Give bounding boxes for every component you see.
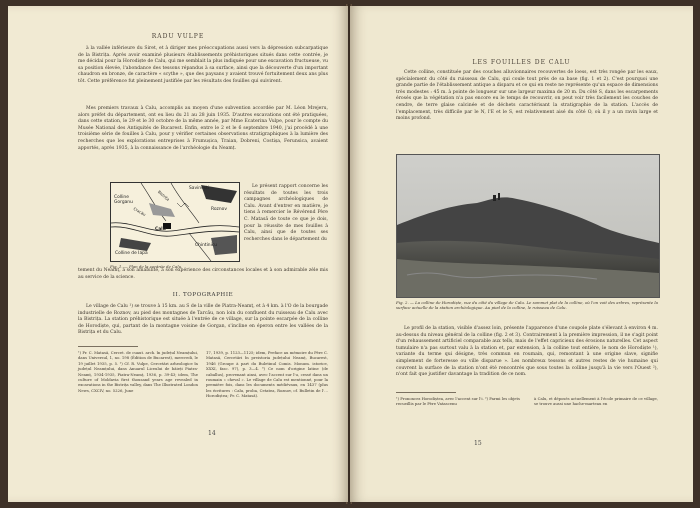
map-label-calu: Calu: [155, 227, 166, 232]
map-label-cracau: Cracău: [132, 205, 147, 218]
paragraph-profile: [396, 326, 658, 379]
section-heading: II. TOPOGRAPHIE: [172, 292, 234, 298]
page-number-left: 14: [208, 430, 216, 437]
footnote-rule-right: [396, 392, 456, 393]
right-page: [350, 6, 693, 502]
map-label-gorganu: Colline Gorganu: [114, 195, 133, 205]
paragraph-profile-text: Le profil de la station, visible d'assez loin, présente l'apparence d'une coupole plate s'élevant à environ 4 m. au-dessus du niveau général de la colline (fig. 2 et 3). Contrairement à la première impression, il ne s'agit point d'un rehaussement artificiel comparable aux tells, mais de l'effet capricieux des érosions naturelles. Cet aspect tumulaire n'a pas surtout valu à la station et, par extension, à la colline tout entière, le nom de Horodiște ¹), variante du terme qui désigne, très commun en roumain, qui, remontant à une origine slave, signifie simplement de forteresse ou ville disparue ». Les nombreux tessons et autres restes de vie humaine qui couvrent la surface de la station n'ont été rencontrés que sous toutes la colline jusqu'à la vie vers l'Ouest ²), n'ont fait que justifier davantage la tradition de ce nom.: [396, 326, 658, 378]
paragraph-closing-text: tement du Neamț, à son amabilité, à son expérience des circonstances locales et à son admirable zèle mis au service de la science.: [78, 268, 328, 280]
paragraph-intro: [78, 46, 328, 86]
paragraph-intro-text: à la vallée inférieure du Siret, et à diriger mes préoccupations aussi vers la dépression subcarpatique de la Bistrița. Après avoir examiné plusieurs établissements préhistoriques situés dans cette contrée, je me décidai pour la Horodiște de Calu, qui me semblait la plus indiquée pour une excavation fructueuse, vu sa position élevée, l'abondance des tessons répandus à sa surface, ainsi que la découverte d'un important chaudron en bronze, de caractère « scythe », que des paysans y avaient trouvé fortuitement deux ans plus tôt. Cette préférence fut pleinement justifiée par les résultats des fouilles qui suivirent.: [78, 46, 328, 84]
map-figure: [110, 182, 240, 262]
hill-photo-image: [397, 155, 659, 297]
paragraph-topography: [78, 304, 328, 337]
hill-photograph: [396, 154, 660, 298]
footnotes-left-col1-text: ¹) Pr. C. Matasă, Cercet. de cuaut. arch. în județul Neamțului, dans Universul, 1, no. 198 (Édition de Bucarest), mercredi, le 19 juillet 1935, p. 5. ²) Cf. R. Vulpe, Cercetări arheologice în județul Neamțului, dans Anuarul Liceului de băieți Piatra-Neamț, 1934-1935, Piatra-Neamț, 1936, p. 39-43; idem, The culture of Moldavia first thousand years age revealed in excavations in the Bistrița valley, dans The Illustrated London News, CXCIV, no. 5226, June: [78, 350, 198, 393]
paragraph-side-text: Le présent rapport concerne les résultats de toutes les trois campagnes archéologiques de Calu. Avant d'entrer en matière, je tiens à remercier le Révérend Père C. Matasă de toute ce que je dois, pour la réussite de mes fouilles à Calu, ainsi que de toutes ses recherches dans le département du: [244, 184, 328, 242]
paragraph-side: [244, 184, 328, 243]
paragraph-closing: [78, 268, 328, 281]
paragraph-campaigns-text: Mes premiers travaux à Calu, accomplis au moyen d'une subvention accordée par M. Léon Mrejeru, alors préfet du département, ont eu lieu du 21 au 28 juin 1935. D'autres excavations ont été pratiquées, dans cette station, le 29 et le 30 octobre de la même année, par Mme Ecaterina Vulpe, pour le compte du Musée National des Antiquités de Bucarest. Enfin, entre le 2 et le 6 septembre 1940, j'ai procédé à une troisième série de fouilles à Calu, pour y vérifier certaines observations stratigraphiques à la lumière des recherches que les explorations entreprises à Frumușica, Traian, Dobreni, Costișa, Ferunsica, avaient apportés, après 1935, à la connaissance de l'archéologie du Neamț.: [78, 106, 328, 151]
footnote-rule-left: [78, 346, 138, 347]
map-label-savinesti: Savinești: [189, 186, 210, 191]
paragraph-campaigns: [78, 106, 328, 152]
footnotes-left-col2-text: 17, 1939, p. 1123—1125; idem, Preface au mémoire du Père C. Matasă, Cercetări în preistoria județului Neamț, Bucarest, 1946 (Groupe à part du Buletinul Comis. Monum. istorice, XXXI, fasc. 97), p. 3—4. ³) Ce nom d'origine latine (de caballus), provenant ainsi, avec l'accent sur l'u, cessé dans un roumain « cheval ». Le village de Calu est mentionné, pour la première fois, dans les documents médiévaux, en 1437 (plus les écritures : Calu, proba, Cetatea, Roznov, cf. Bulletin de l'… Horodiștea; Pr. C. Matasă).: [206, 350, 328, 399]
photo-caption: Fig. 2. — La colline de Horodiște, vue du côté du village de Calu. Le sommet plat de la colline, où l'on voit des arbres, représente la surface actuelle de la station archéologique. Au pied de la colline, le ruisseau de Calu.: [396, 300, 658, 311]
footnotes-left-col2: [206, 350, 328, 399]
footnotes-right-col1-text: ¹) Prononcez Horodiștea, avec l'accent sur l'i. ²) Parmi les objets recueillis par le Père Vatascenu: [396, 396, 520, 407]
footnotes-right-col2-text: à Calu, et déposés actuellement à l'école primaire de ce village, se trouve aussi une hache-marteau en: [534, 396, 658, 407]
map-label-iapa: Colline de Iapa: [115, 251, 148, 256]
paragraph-topography-text: Le village de Calu ¹) se trouve à 15 km. au S de la ville de Piatra-Neamț, et à 4 km. à l'O de la bourgade industrielle de Roznov, au pied des montagnes de Tarcău, non loin du confluent du ruisseau de Calu avec la Bistrița. La station préhistorique est située à l'entrée de ce village, sur la pointe escarpée de la colline de Horodiște, qui, partant de la montagne voisine de Gorgan, s'incline en éperon entre les vallées de la Bistrița et du Calu.: [78, 304, 328, 336]
running-head-right: LES FOUILLES DE CALU: [472, 59, 571, 66]
footnotes-right-col1: [396, 396, 520, 407]
left-page: [8, 6, 348, 502]
paragraph-hill-text: Cette colline, constituée par des couches alluvionnaires recouvertes de loess, est très rongée par les eaux, spécialement du côté du ruisseau de Calu, qui coule tout près de sa base (fig. 1 et 2). C'est pourquoi une grande partie de l'établissement antique a disparu et ce qui en reste ne représente qu'un espace de dimensions très modestes : 45 m. à pointe de longueur sur une largeur maxima de 20 m. Du côté S, dans les escarpements érosés que la végétation n'a pas encore eu le temps de recouvrir, on peut voir très facilement les couches de cendre, de terre glaise calcinée et de déchets caractérisant la stratigraphie de la station. L'accès de l'emplacement, très difficile par le N, l'E et le S, est relativement aisé du côté O, où il y a un ravin large et moins profond.: [396, 70, 658, 122]
footnotes-left-col1: [78, 350, 198, 393]
map-label-chintinicu: Chintinicu: [195, 243, 217, 248]
paragraph-hill: [396, 70, 658, 123]
page-number-right: 15: [474, 440, 482, 447]
map-caption: Fig. 1. — Plan de la contrée de Calu.: [110, 264, 183, 269]
map-label-roznov: Roznov: [211, 207, 227, 212]
map-label-bistrita: Bistrița: [156, 189, 171, 202]
footnotes-right-col2: [534, 396, 658, 407]
running-head-left: RADU VULPE: [151, 33, 205, 40]
